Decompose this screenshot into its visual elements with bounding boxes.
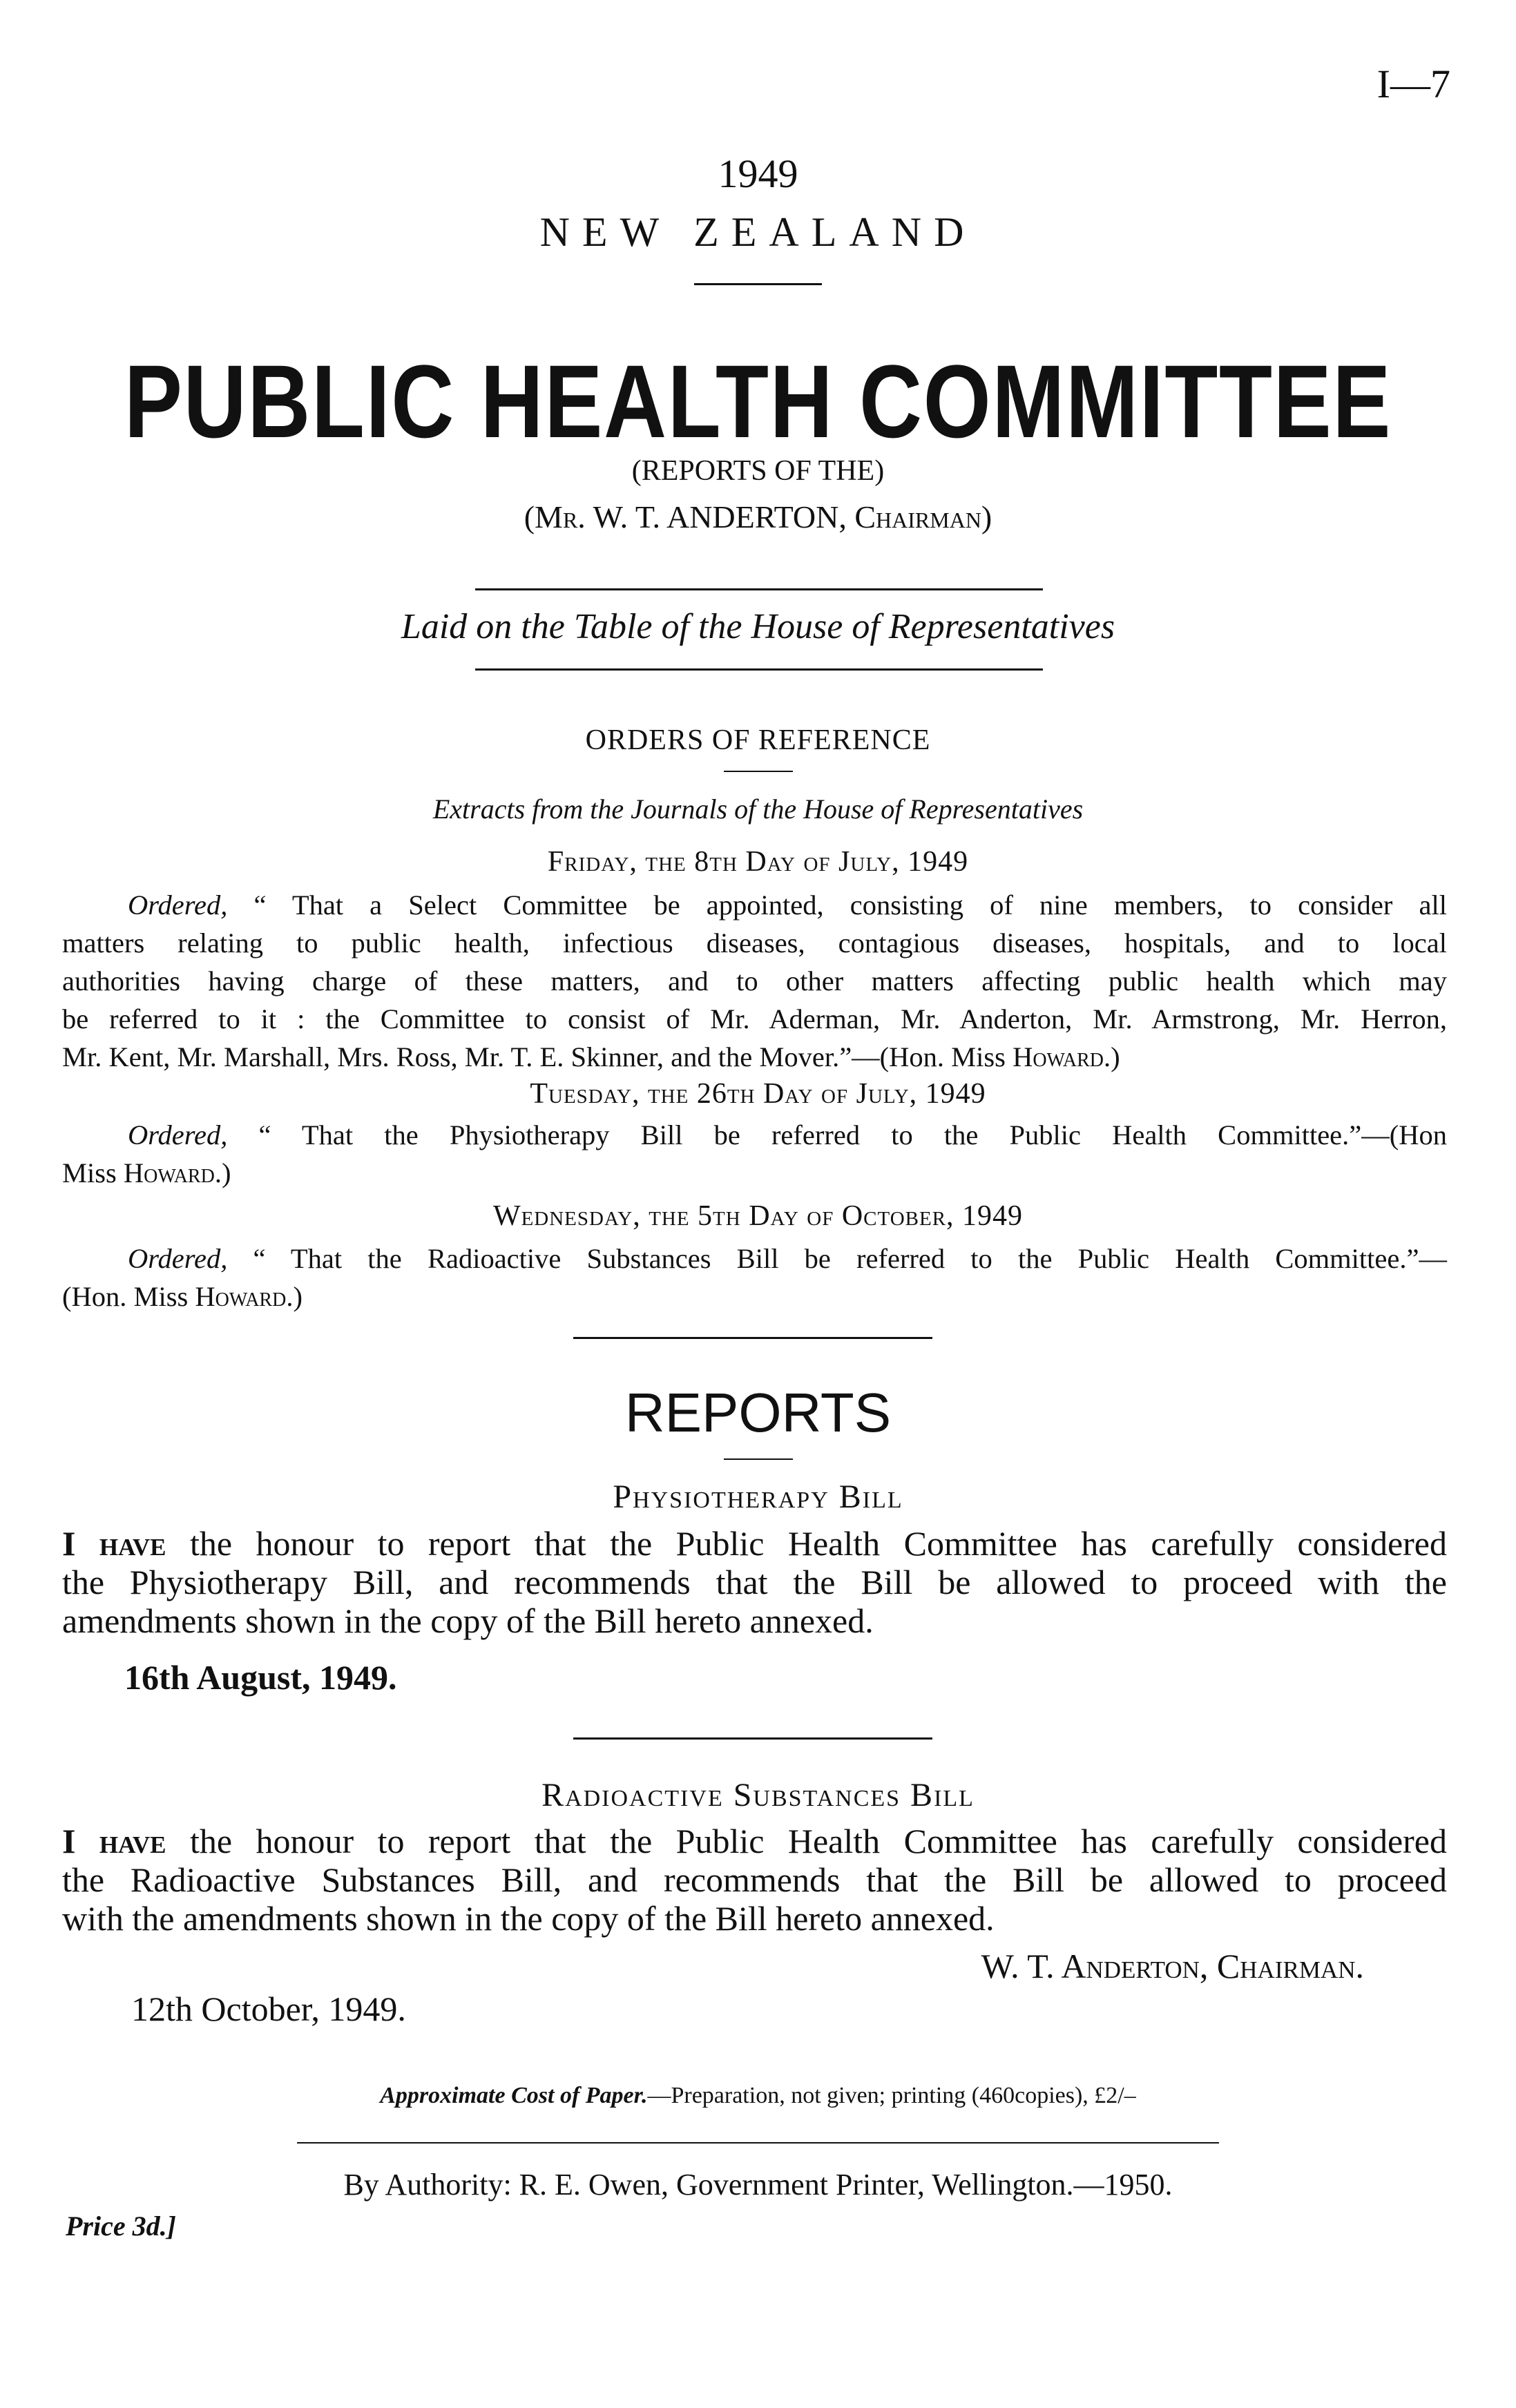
- report-date: 16th August, 1949.: [124, 1658, 397, 1697]
- bill-heading: Physiotherapy Bill: [613, 1478, 903, 1515]
- divider: [573, 1337, 932, 1339]
- report-paragraph: I have the honour to report that the Public Health Committee has carefully considered the Physiotherapy Bill, and recommends that the Bill be allowed to proceed with the amendments shown in the copy of the Bill hereto annexed.: [62, 1524, 1447, 1640]
- report-paragraph: I have the honour to report that the Public Health Committee has carefully considered the Radioactive Substances Bill, and recommends that the Bill be allowed to proceed with the amendments shown in the copy of the Bill hereto annexed.: [62, 1822, 1447, 1938]
- divider: [724, 771, 793, 772]
- order-date: Tuesday, the 26th Day of July, 1949: [530, 1078, 986, 1110]
- reports-heading: REPORTS: [624, 1382, 892, 1443]
- year: 1949: [718, 151, 798, 196]
- divider: [297, 2142, 1219, 2144]
- cost-label: Approximate Cost of Paper.: [380, 2083, 648, 2108]
- extracts-line: Extracts from the Journals of the House of Representatives: [432, 793, 1084, 825]
- order-paragraph: Ordered, “ That the Physiotherapy Bill be referred to the Public Health Committee.”—(Hon Miss Howard.): [62, 1119, 1447, 1188]
- chairman-line: (Mr. W. T. ANDERTON, Chairman): [524, 499, 992, 534]
- country: NEW ZEALAND: [539, 209, 977, 255]
- report-lead: I have: [62, 1822, 166, 1860]
- report-date: 12th October, 1949.: [131, 1990, 406, 2028]
- order-paragraph: Ordered, “ That a Select Committee be appointed, consisting of nine members, to consider all matters relating to public health, infectious diseases, contagious diseases, hospitals, and to local authorities having charge of these matters, and to other matters affecting public health which may be referred to it : the Committee to consist of Mr. Aderman, Mr. Anderton, Mr. Armstrong, Mr. Herron, Mr. Kent, Mr. Marshall, Mrs. Ross, Mr. T. E. Skinner, and the Mover.”—(Hon. Miss Howard.): [62, 889, 1447, 1072]
- divider: [475, 668, 1043, 671]
- document-subtitle: (REPORTS OF THE): [631, 455, 885, 487]
- orders-heading: ORDERS OF REFERENCE: [585, 724, 931, 756]
- cost-line: [0, 2083, 1516, 2109]
- ordered-label: Ordered,: [128, 1119, 228, 1150]
- order-date: Wednesday, the 5th Day of October, 1949: [492, 1200, 1024, 1232]
- authority-line: By Authority: R. E. Owen, Government Printer, Wellington.—1950.: [343, 2168, 1173, 2202]
- order-paragraph: Ordered, “ That the Radioactive Substances Bill be referred to the Public Health Committee.”— (Hon. Miss Howard.): [62, 1243, 1447, 1312]
- ordered-label: Ordered,: [128, 1243, 228, 1274]
- price: Price 3d.]: [66, 2210, 176, 2242]
- order-date: Friday, the 8th Day of July, 1949: [547, 846, 969, 878]
- signature: W. T. Anderton, Chairman.: [981, 1947, 1364, 1985]
- report-lead: I have: [62, 1524, 166, 1563]
- divider: [573, 1737, 932, 1740]
- document-title: PUBLIC HEALTH COMMITTEE: [124, 343, 1392, 459]
- laid-on-table: Laid on the Table of the House of Representatives: [401, 607, 1115, 646]
- divider: [475, 588, 1043, 590]
- bill-heading: Radioactive Substances Bill: [541, 1777, 975, 1813]
- divider: [724, 1458, 793, 1460]
- ordered-label: Ordered,: [128, 889, 228, 921]
- page-reference: I—7: [1376, 61, 1450, 106]
- divider: [694, 283, 822, 285]
- cost-text: —Preparation, not given; printing (460copies), £2/–: [647, 2083, 1136, 2108]
